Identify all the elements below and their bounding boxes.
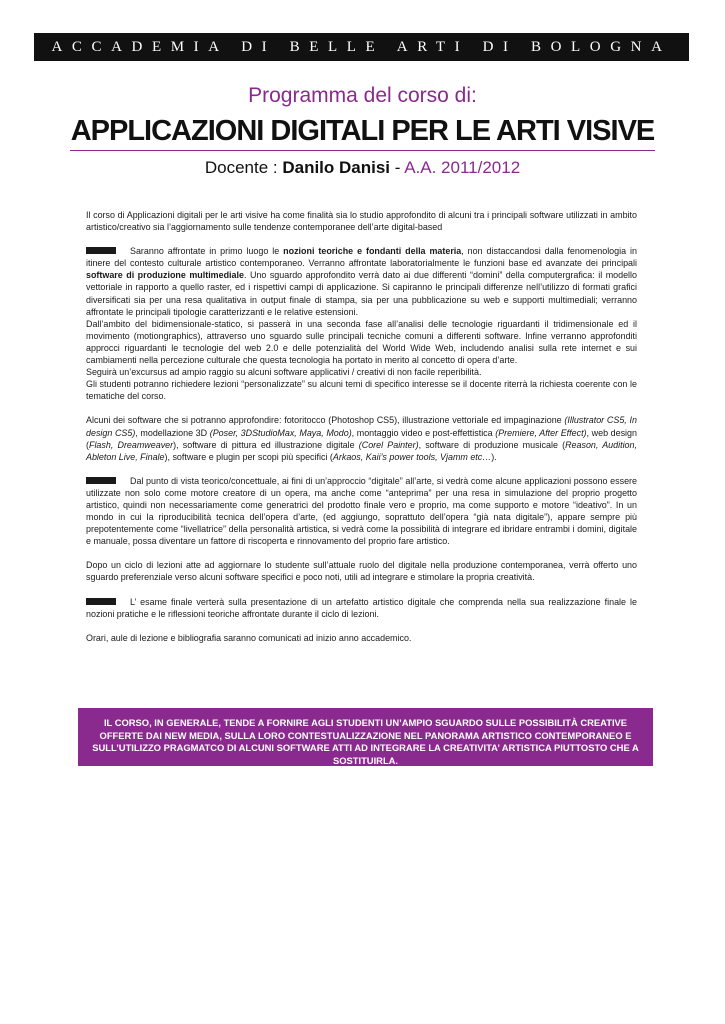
course-summary-box: IL CORSO, IN GENERALE, TENDE A FORNIRE AGLI STUDENTI UN’AMPIO SGUARDO SULLE POSSIBILITÀ CREATIVE OFFERTE DAI NEW MEDIA, SULLA LORO CONTESTUALIZZAZIONE NEL PANORAMA ARTISTICO CONTEMPORANEO E SULL’UTILIZZO PRAGMATCO DI ALCUNI SOFTWARE ATTI AD INTEGRARE LA CREATIVITA’ ARTISTICA PIUTTOSTO CHE A SOSTITUIRLA. bbox=[78, 708, 653, 766]
3d-paragraph: Dall’ambito del bidimensionale-statico, si passerà in una seconda fase all’analisi delle tecnologie riguardanti il tridimensionale ed il movimento (motiongraphics), attraverso uno sguardo sulle principali tecniche comuni a differenti software. Infine verranno approfonditi approcci riguardanti le tecnologie del web 2.0 e delle potenzialità del World Wide Web, includendo analisi sulla rete internet e sui cambiamenti nella percezione culturale che questa tecnologia ha portato in merito al concetto di opera d’arte. bbox=[86, 318, 637, 366]
docente-label: Docente : bbox=[204, 158, 283, 177]
docente-separator: - bbox=[390, 158, 405, 177]
excursus-paragraph: Seguirà un’excursus ad ampio raggio su alcuni software applicativi / creativi di non facile reperibilità. bbox=[86, 367, 482, 378]
lessons-cycle-paragraph: Dopo un ciclo di lezioni atte ad aggiornare lo studente sull’attuale ruolo del digitale nella produzione contemporanea, verrà offerto uno sguardo preferenziale verso alcuni software specifici e poco noti, utili ad integrare e stimolare la propria creatività. bbox=[86, 560, 637, 583]
institution-banner: ACCADEMIA DI BELLE ARTI DI BOLOGNA bbox=[34, 33, 689, 61]
academic-year: A.A. 2011/2012 bbox=[404, 158, 521, 177]
paragraph-marker bbox=[86, 477, 116, 484]
docente-name: Danilo Danisi bbox=[282, 158, 391, 177]
exam-paragraph: L’ esame finale verterà sulla presentazione di un artefatto artistico digitale che comprenda nella sua realizzazione finale le nozioni pratiche e le riflessioni teoriche affrontate durante il ciclo di lezioni. bbox=[86, 596, 637, 619]
paragraph-marker bbox=[86, 247, 116, 254]
course-title: APPLICAZIONI DIGITALI PER LE ARTI VISIVE bbox=[70, 115, 655, 147]
intro-paragraph: Il corso di Applicazioni digitali per le arti visive ha come finalità sia lo studio approfondito di alcuni tra i principali software utilizzati in ambito artistico/creativo sia l’aggiornamento sulle tendenze contemporanee dell’arte digital-based bbox=[86, 210, 637, 233]
custom-lessons-paragraph: Gli studenti potranno richiedere lezioni “personalizzate” su alcuni temi di specifico interesse se il docente riterrà la richiesta coerente con le tematiche del corso. bbox=[86, 379, 637, 402]
course-description bbox=[86, 209, 637, 644]
paragraph-marker bbox=[86, 598, 116, 605]
docente-line bbox=[0, 157, 725, 179]
concept-paragraph: Dal punto di vista teorico/concettuale, ai fini di un’approccio “digitale” all’arte, si vedrà come alcune applicazioni possono essere utilizzate non solo come motore creatore di un opera, ma anche come “anteprima” per una resa in simulazione del proprio progetto artistico, quindi non necessariamente come generatrici del prodotto finale vero e proprio, ma come supporto e motore “ideativo”. In un mondo in cui la riproducibilità tecnica dell’opera d’arte, (ed aggiungo, soprattuto dell’opera “già nata digitale”), appare sempre più prepotentemente come “livellatrice” della personalità artistica, si vedrà come la possibilità di integrare ed ibridare entrambi i domini, digitale e manuale, possa diventare un fattore di riscoperta e rinnovamento del proprio fare artistico. bbox=[86, 475, 637, 547]
title-divider bbox=[70, 150, 655, 151]
course-kicker: Programma del corso di: bbox=[248, 84, 477, 107]
software-paragraph: Alcuni dei software che si potranno approfondire: fotoritocco (Photoshop CS5), illustrazione vettoriale ed impaginazione (Illustrator CS5, In design CS5), modellazione 3D (Poser, 3DStudioMax, Maya, Modo), montaggio video e post-effettistica (Premiere, After Effect), web design (Flash, Dreamweaver), software di pittura ed illustrazione digitale (Corel Painter), software di produzione musicale (Reason, Audition, Ableton Live, Finale), software e plugin per scopi più specifici (Arkaos, Kaii’s power tools, Vjamm etc…). bbox=[86, 415, 637, 462]
theory-paragraph: Saranno affrontate in primo luogo le nozioni teoriche e fondanti della materia, non distaccandosi dalla fenomenologia in itinere del contesto culturale artistico contemporaneo. Verranno affrontate laboratorialmente le funzioni base ed avanzate dei principali software di produzione multimediale. Uno sguardo approfondito verrà dato ai due differenti “domini” della computergrafica: il modello vettoriale in rapporto a quello raster, ed i rispettivi campi di applicazione. Si capiranno le principali differenze nell’utilizzo di formati grafici diversificati sia per una resa qualitativa in output finale di stampa, sia per una pubblicazione su web e supporti multimediali; verranno affrontate le principali tipologie caratterizzanti e le relative estensioni. bbox=[86, 246, 637, 317]
schedule-paragraph: Orari, aule di lezione e bibliografia saranno comunicati ad inizio anno accademico. bbox=[86, 632, 412, 643]
